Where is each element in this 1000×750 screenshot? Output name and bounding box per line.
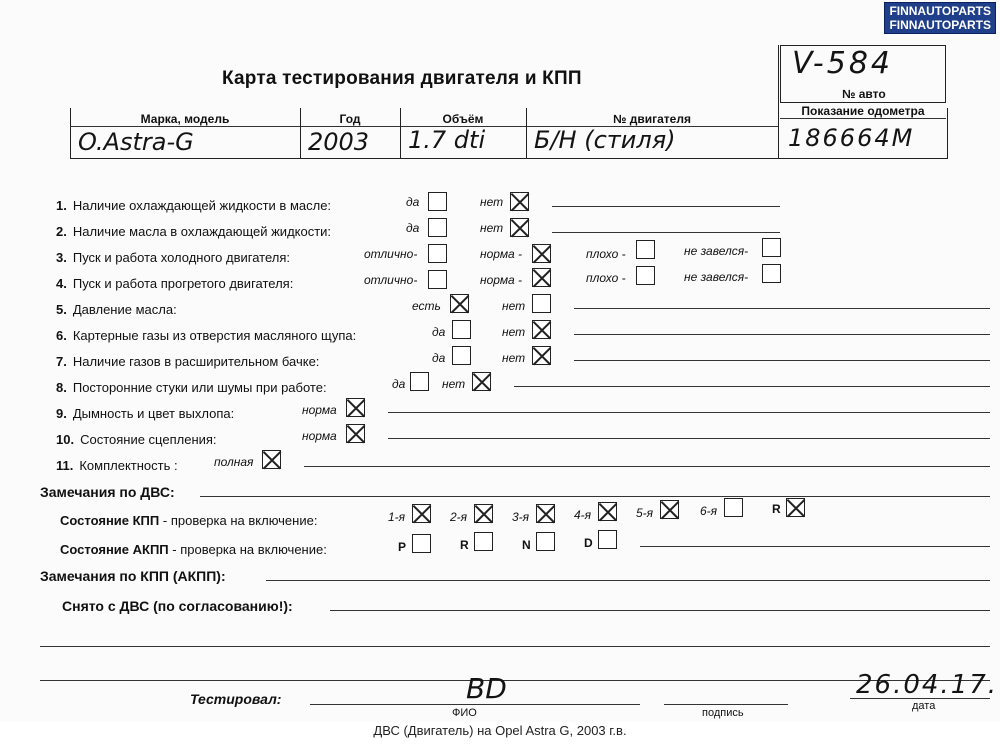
- option-no-label: нет: [480, 221, 504, 235]
- option-not-started-label: не завелся-: [684, 270, 749, 284]
- checkbox-q6-no[interactable]: [532, 320, 551, 339]
- mode-label-r: R: [460, 538, 469, 552]
- header-volume: Объём: [442, 112, 484, 126]
- option-normal-label: норма -: [480, 247, 523, 261]
- option-no-label: нет: [502, 325, 526, 339]
- checkbox-mode-p[interactable]: [412, 534, 431, 553]
- checkbox-gear-2[interactable]: [474, 504, 493, 523]
- option-full-label: полная: [214, 455, 254, 469]
- question-3: 3. Пуск и работа холодного двигателя:: [56, 250, 290, 265]
- signature-caption: подпись: [702, 707, 744, 719]
- header-odometer: Показание одометра: [801, 104, 925, 118]
- tested-by-label: Тестировал:: [190, 691, 282, 707]
- extra-remark-line-2: [40, 680, 990, 681]
- checkbox-q4-normal[interactable]: [532, 268, 551, 287]
- gear-label-4: 4-я: [574, 508, 592, 522]
- signature-line: [664, 704, 788, 705]
- checkbox-q6-yes[interactable]: [452, 320, 471, 339]
- checkbox-mode-d[interactable]: [598, 530, 617, 549]
- auto-gearbox-label: Состояние АКПП: [60, 542, 169, 557]
- gear-label-3: 3-я: [512, 510, 530, 524]
- checkbox-gear-1[interactable]: [412, 504, 431, 523]
- mode-label-n: N: [522, 538, 531, 552]
- checkbox-q2-no[interactable]: [510, 218, 529, 237]
- header-year: Год: [339, 112, 361, 126]
- car-number-label: № авто: [842, 87, 886, 101]
- handwritten-engine-no: Б/Н (стиля): [534, 126, 676, 154]
- handwritten-make-model: O.Astra-G: [78, 128, 194, 156]
- option-present-label: есть: [412, 299, 441, 313]
- date-handwritten: 26.04.17.: [856, 670, 999, 700]
- question-8: 8. Посторонние стуки или шумы при работе:: [56, 380, 327, 395]
- watermark-line-2: FINNAUTOPARTS: [889, 18, 991, 32]
- checkbox-q8-yes[interactable]: [410, 372, 429, 391]
- option-no-label: нет: [502, 299, 526, 313]
- q5-remark-line: [574, 308, 990, 309]
- watermark-line-1: FINNAUTOPARTS: [889, 4, 991, 18]
- checkbox-q8-no[interactable]: [472, 372, 491, 391]
- gear-label-6: 6-я: [700, 504, 718, 518]
- header-make-model: Марка, модель: [140, 112, 230, 126]
- manual-gearbox-suffix: - проверка на включение:: [162, 513, 318, 528]
- header-col-divider: [778, 45, 779, 158]
- checkbox-q10-normal[interactable]: [346, 424, 365, 443]
- engine-remarks-line: [200, 496, 990, 497]
- signature-initials: BD: [466, 672, 507, 705]
- header-engine-no: № двигателя: [613, 112, 691, 126]
- gear-label-1: 1-я: [388, 510, 406, 524]
- option-no-label: нет: [442, 377, 466, 391]
- checkbox-q4-not-started[interactable]: [762, 264, 781, 283]
- option-normal-label: норма -: [480, 273, 523, 287]
- extra-remark-line-1: [40, 646, 990, 647]
- option-yes-label: да: [432, 325, 446, 339]
- form-title: Карта тестирования двигателя и КПП: [222, 68, 582, 89]
- q9-remark-line: [388, 412, 990, 413]
- option-normal-plain-label: норма: [302, 429, 337, 443]
- checkbox-q3-normal[interactable]: [532, 244, 551, 263]
- q7-remark-line: [574, 360, 990, 361]
- question-11: 11. Комплектность :: [56, 458, 178, 473]
- checkbox-q5-present[interactable]: [450, 294, 469, 313]
- handwritten-odometer: 186664M: [788, 124, 915, 152]
- gear-label-5: 5-я: [636, 506, 654, 520]
- option-normal-plain-label: норма: [302, 403, 337, 417]
- question-9: 9. Дымность и цвет выхлопа:: [56, 406, 235, 421]
- handwritten-year: 2003: [308, 128, 370, 156]
- checkbox-q2-yes[interactable]: [428, 218, 447, 237]
- q8-remark-line: [514, 386, 990, 387]
- question-10: 10. Состояние сцепления:: [56, 432, 217, 447]
- checkbox-q4-bad[interactable]: [636, 266, 655, 285]
- checkbox-gear-r[interactable]: [786, 498, 805, 517]
- checkbox-q7-yes[interactable]: [452, 346, 471, 365]
- checkbox-mode-r[interactable]: [474, 532, 493, 551]
- option-not-started-label: не завелся-: [684, 244, 749, 258]
- option-no-label: нет: [480, 195, 504, 209]
- option-excellent-label: отлично-: [364, 273, 418, 287]
- removed-from-engine-line: [330, 610, 990, 611]
- option-bad-label: плохо -: [586, 247, 626, 261]
- checkbox-q7-no[interactable]: [532, 346, 551, 365]
- checkbox-gear-4[interactable]: [598, 502, 617, 521]
- checkbox-mode-n[interactable]: [536, 532, 555, 551]
- removed-from-engine-label: Снято с ДВС (по согласованию!):: [62, 598, 293, 614]
- option-excellent-label: отлично-: [364, 247, 418, 261]
- checkbox-gear-5[interactable]: [660, 500, 679, 519]
- option-yes-label: да: [406, 221, 420, 235]
- manual-gearbox-row: [60, 513, 317, 528]
- gearbox-remarks-line: [266, 580, 990, 581]
- engine-remarks-label: Замечания по ДВС:: [40, 484, 175, 500]
- watermark-logo: [884, 2, 996, 34]
- question-4: 4. Пуск и работа прогретого двигателя:: [56, 276, 294, 291]
- question-5: 5. Давление масла:: [56, 302, 177, 317]
- question-2: 2. Наличие масла в охлаждающей жидкости:: [56, 224, 332, 239]
- checkbox-q4-excellent[interactable]: [428, 270, 447, 289]
- checkbox-q3-bad[interactable]: [636, 240, 655, 259]
- header-row-line-right: [780, 118, 946, 119]
- mode-label-d: D: [584, 536, 593, 550]
- option-no-label: нет: [502, 351, 526, 365]
- gear-label-r: R: [772, 502, 781, 516]
- question-6: 6. Картерные газы из отверстия масляного щупа:: [56, 328, 357, 343]
- option-yes-label: да: [432, 351, 446, 365]
- gearbox-remarks-label: Замечания по КПП (АКПП):: [40, 568, 226, 584]
- gear-label-2: 2-я: [450, 510, 468, 524]
- handwritten-volume: 1.7 dti: [408, 126, 486, 154]
- car-number-handwritten: V-584: [792, 46, 894, 81]
- auto-gearbox-remark-line: [640, 546, 990, 547]
- checkbox-q3-excellent[interactable]: [428, 244, 447, 263]
- q11-remark-line: [304, 466, 990, 467]
- option-yes-label: да: [406, 195, 420, 209]
- option-yes-label: да: [392, 377, 406, 391]
- checkbox-q11-full[interactable]: [262, 450, 281, 469]
- name-caption: ФИО: [452, 707, 477, 719]
- checkbox-gear-3[interactable]: [536, 504, 555, 523]
- checkbox-q5-no[interactable]: [532, 294, 551, 313]
- question-7: 7. Наличие газов в расширительном бачке:: [56, 354, 320, 369]
- auto-gearbox-suffix: - проверка на включение:: [172, 542, 327, 557]
- auto-gearbox-row: [60, 542, 327, 557]
- checkbox-q1-no[interactable]: [510, 192, 529, 211]
- checkbox-gear-6[interactable]: [724, 498, 743, 517]
- q2-remark-line: [552, 232, 780, 233]
- question-1: 1. Наличие охлаждающей жидкости в масле:: [56, 198, 332, 213]
- mode-label-p: P: [398, 540, 407, 554]
- image-caption: ДВС (Двигатель) на Opel Astra G, 2003 г.в.: [373, 723, 627, 738]
- q6-remark-line: [574, 334, 990, 335]
- checkbox-q3-not-started[interactable]: [762, 238, 781, 257]
- q1-remark-line: [552, 206, 780, 207]
- checkbox-q1-yes[interactable]: [428, 192, 447, 211]
- manual-gearbox-label: Состояние КПП: [60, 513, 160, 528]
- q10-remark-line: [388, 438, 990, 439]
- checkbox-q9-normal[interactable]: [346, 398, 365, 417]
- option-bad-label: плохо -: [586, 271, 626, 285]
- date-caption: дата: [912, 700, 936, 712]
